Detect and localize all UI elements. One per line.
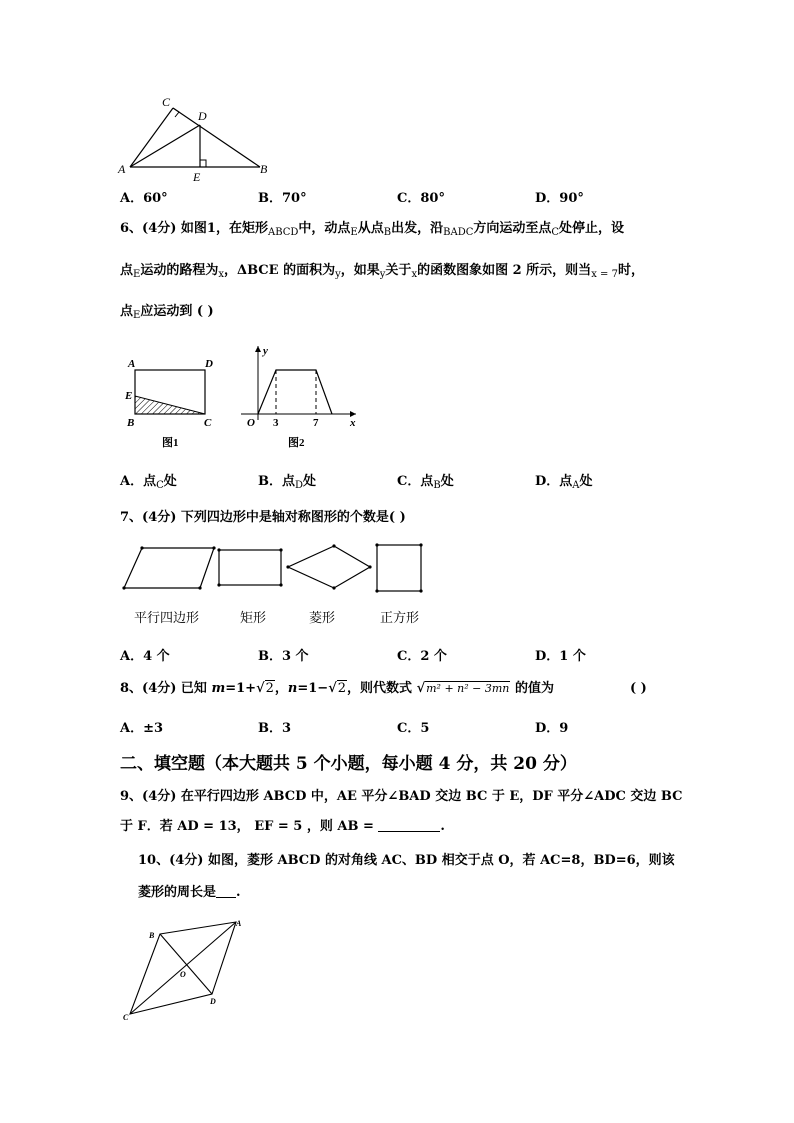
q9-line1: 9、(4分) 在平行四边形 ABCD 中，AE 平分∠BAD 交边 BC 于 E，DF 平分∠ADC 交边 BC [120,789,683,804]
fig2-tick-3: 3 [273,417,279,429]
parallelogram-shape [124,548,214,588]
q7-text: 7、(4分) 下列四边形中是轴对称图形的个数是( ) [120,510,406,525]
q6-option-d: D．点$_A$处 [535,474,593,491]
label-rhombus: 菱形 [309,611,336,626]
rhombus-figure [118,914,253,1024]
fig1-label-C: C [204,417,212,429]
q8-option-a: A．±3 [120,721,164,736]
q9-line2: 于 F．若 AD = 13， EF = 5 ，则 AB = . [120,819,445,834]
label-parallelogram: 平行四边形 [134,611,200,626]
rhombus-label-O: O [180,970,186,979]
rhombus-label-A: A [236,919,242,928]
fig2-caption: 图2 [288,437,305,449]
q8-line: 8、(4分) 已知 m=1+√2，n=1−√2，则代数式 √m² + n² − 3mn 的值为 [120,681,554,696]
q6-line2: 点$_E$运动的路程为$_x$，ΔBCE 的面积为$_y$，如果$_y$关于$_x$的函数图象如图 2 所示，则当$_{x = 7}$时， [120,263,644,280]
q10-line2: 菱形的周长是 . [138,885,241,900]
rectangle-shape [219,550,281,585]
fig2-label-O: O [247,417,255,429]
fig1-label-E: E [125,390,133,402]
q7-option-b: B．3 个 [258,649,309,664]
q6-option-a: A．点$_C$处 [120,474,177,491]
section-2-title: 二、填空题（本大题共 5 个小题，每小题 4 分，共 20 分） [120,754,577,774]
q6-line1: 6、(4分) 如图1，在矩形$_{ABCD}$中，动点$_E$从点$_B$出发，沿$_{BADC}$方向运动至点$_C$处停止，设 [120,221,625,238]
square-shape [377,545,421,591]
q6-option-b: B．点$_D$处 [258,474,317,491]
figure-1-rectangle [118,352,223,452]
q10-answer-blank[interactable] [216,884,236,898]
q8-option-c: C．5 [397,721,430,736]
option-b: B．70° [258,191,307,206]
option-a: A．60° [120,191,168,206]
q8-option-b: B．3 [258,721,292,736]
label-B: B [260,162,268,176]
q10-line1: 10、(4分) 如图，菱形 ABCD 的对角线 AC、BD 相交于点 O，若 AC=8，BD=6，则该 [138,853,675,868]
q7-option-d: D．1 个 [535,649,586,664]
q7-option-c: C．2 个 [397,649,447,664]
q8-answer-paren: ( ) [630,681,647,696]
fig1-label-D: D [205,358,213,370]
fig1-label-B: B [127,417,135,429]
rhombus-label-B: B [149,931,155,940]
option-d: D．90° [535,191,584,206]
fig1-caption: 图1 [162,437,179,449]
q6-option-c: C．点$_B$处 [397,474,454,491]
label-E: E [193,170,201,184]
q8-option-d: D．9 [535,721,569,736]
label-C: C [162,95,171,109]
fig1-label-A: A [128,358,136,370]
option-c: C．80° [397,191,445,206]
fig2-label-y: y [263,345,268,357]
q9-answer-blank[interactable] [378,818,440,832]
label-D: D [198,109,207,123]
rhombus-label-D: D [210,997,216,1006]
rhombus-shape [288,546,370,588]
rhombus-label-C: C [123,1013,129,1022]
figure-2-graph [236,340,366,452]
label-rectangle: 矩形 [240,611,267,626]
q7-option-a: A．4 个 [120,649,170,664]
triangle-figure [110,90,290,185]
label-square: 正方形 [380,611,420,626]
label-A: A [118,162,126,176]
fig2-tick-7: 7 [313,417,319,429]
q6-line3: 点$_E$应运动到 ( ) [120,304,214,321]
fig2-label-x: x [350,417,356,429]
q7-shapes [118,538,438,598]
